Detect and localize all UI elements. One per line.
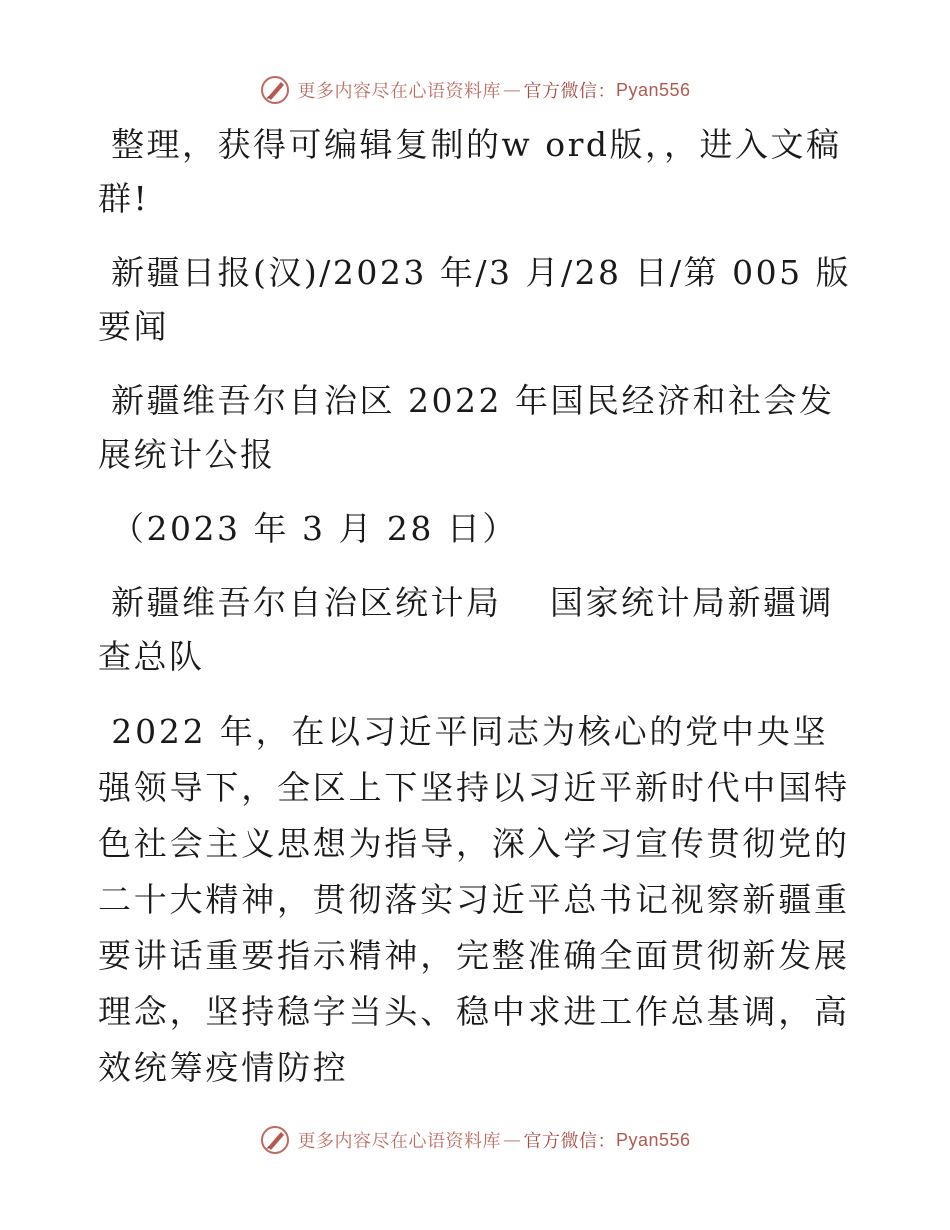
watermark-account-id: Pyan556 xyxy=(615,1129,691,1150)
watermark-brand: 更多内容尽在心语资料库 xyxy=(297,1131,501,1152)
watermark-brand: 更多内容尽在心语资料库 xyxy=(297,81,501,102)
body-paragraph: 2022 年，在以习近平同志为核心的党中央坚强领导下，全区上下坚持以习近平新时代中国特色社会主义思想为指导，深入学习宣传贯彻党的二十大精神，贯彻落实习近平总书记视察新疆重要讲话重要指示精神，完整准确全面贯彻新发展理念，坚持稳字当头、稳中求进工作总基调，高效统筹疫情防控 xyxy=(98,712,850,1087)
header-watermark xyxy=(0,70,950,110)
intro-note: 整理，获得可编辑复制的w ord版，，进入文稿群! xyxy=(98,125,842,218)
document-date: （2023 年 3 月 28 日） xyxy=(98,509,518,548)
watermark-account-label: 官方微信： xyxy=(523,81,616,102)
source-line: 新疆日报(汉)/2023 年/3 月/28 日/第 005 版要闻 xyxy=(98,253,852,346)
watermark-separator: — xyxy=(502,1129,522,1151)
watermark-account-label: 官方微信： xyxy=(523,1131,616,1152)
document-body xyxy=(98,118,858,1116)
pen-logo-icon xyxy=(259,74,291,106)
pen-logo-icon xyxy=(259,1124,291,1156)
document-title: 新疆维吾尔自治区 2022 年国民经济和社会发展统计公报 xyxy=(98,381,835,474)
footer-watermark xyxy=(0,1120,950,1160)
issuing-authorities: 新疆维吾尔自治区统计局 国家统计局新疆调查总队 xyxy=(98,583,834,676)
watermark-account-id: Pyan556 xyxy=(615,79,691,100)
watermark-separator: — xyxy=(502,79,522,101)
